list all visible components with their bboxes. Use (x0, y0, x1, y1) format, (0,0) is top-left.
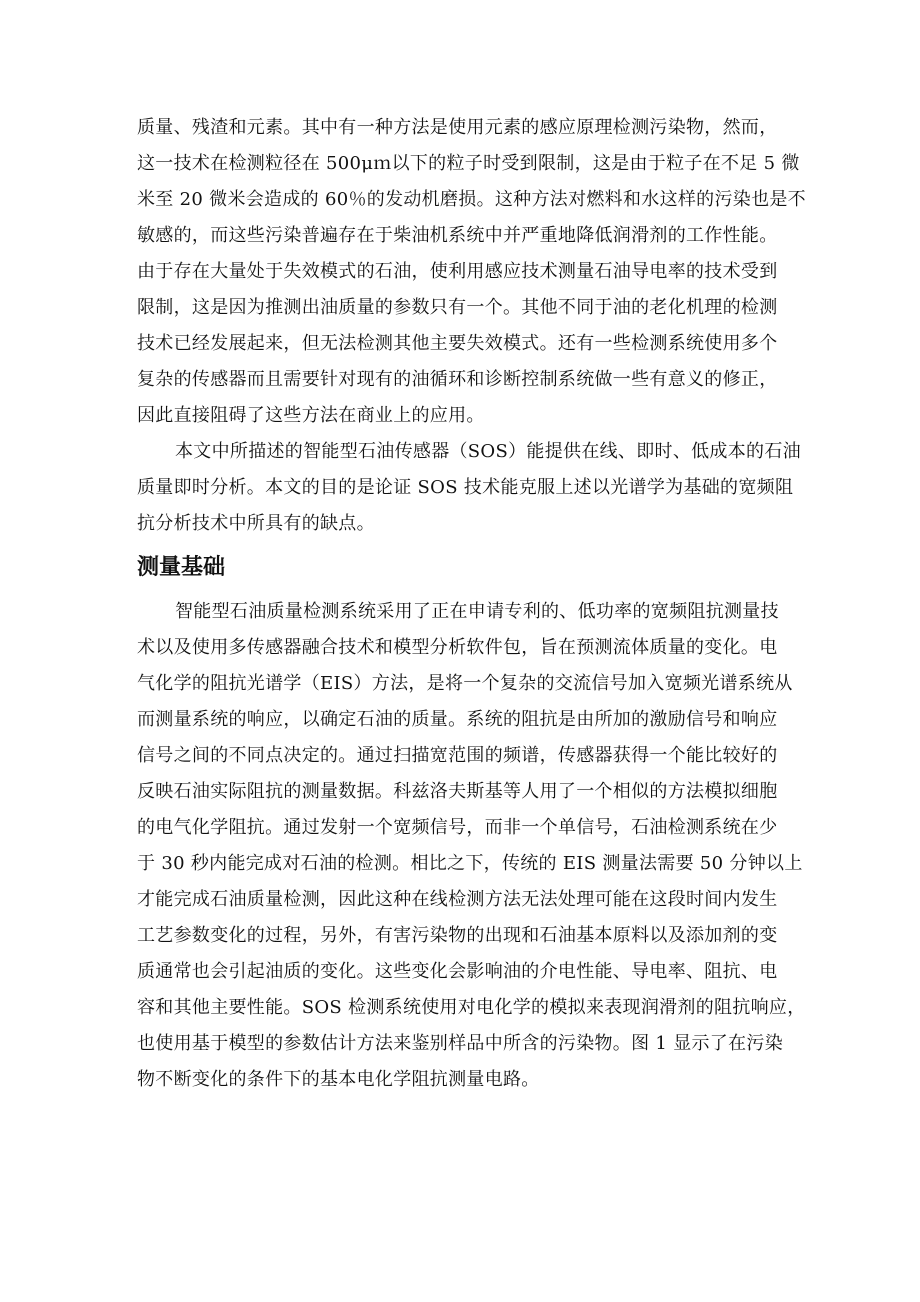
paragraph-line: 质通常也会引起油质的变化。这些变化会影响油的介电性能、导电率、阻抗、电 (137, 961, 778, 982)
paragraph-line: 技术已经发展起来，但无法检测其他主要失效模式。还有一些检测系统使用多个 (137, 333, 778, 354)
paragraph-line: 反映石油实际阻抗的测量数据。科兹洛夫斯基等人用了一个相似的方法模拟细胞 (137, 781, 778, 802)
paragraph-line: 敏感的，而这些污染普遍存在于柴油机系统中并严重地降低润滑剂的工作性能。 (137, 225, 778, 246)
paragraph-line: 气化学的阻抗光谱学（EIS）方法，是将一个复杂的交流信号加入宽频光谱系统从 (137, 673, 793, 694)
paragraph-line: 抗分析技术中所具有的缺点。 (137, 513, 375, 534)
paragraph-line: 质量、残渣和元素。其中有一种方法是使用元素的感应原理检测污染物，然而， (137, 117, 778, 138)
paragraph-line: 限制，这是因为推测出油质量的参数只有一个。其他不同于油的老化机理的检测 (137, 297, 778, 318)
paragraph-line: 因此直接阻碍了这些方法在商业上的应用。 (137, 405, 485, 426)
paragraph-line: 容和其他主要性能。SOS 检测系统使用对电化学的模拟来表现润滑剂的阻抗响应， (137, 997, 806, 1018)
paragraph-line: 工艺参数变化的过程，另外，有害污染物的出现和石油基本原料以及添加剂的变 (137, 925, 778, 946)
paragraph-line: 由于存在大量处于失效模式的石油，使利用感应技术测量石油导电率的技术受到 (137, 261, 778, 282)
section-heading: 测量基础 (137, 555, 226, 580)
paragraph-line: 本文中所描述的智能型石油传感器（SOS）能提供在线、即时、低成本的石油 (175, 441, 801, 462)
paragraph-line: 于 30 秒内能完成对石油的检测。相比之下，传统的 EIS 测量法需要 50 分钟以上 (137, 853, 803, 874)
paragraph-line: 智能型石油质量检测系统采用了正在申请专利的、低功率的宽频阻抗测量技 (175, 601, 779, 622)
paragraph-line: 物不断变化的条件下的基本电化学阻抗测量电路。 (137, 1069, 540, 1090)
paragraph-line: 复杂的传感器而且需要针对现有的油循环和诊断控制系统做一些有意义的修正， (137, 369, 778, 390)
paragraph-line: 术以及使用多传感器融合技术和模型分析软件包，旨在预测流体质量的变化。电 (137, 637, 778, 658)
paragraph-line: 这一技术在检测粒径在 500μｍ以下的粒子时受到限制，这是由于粒子在不足 5 微 (137, 153, 800, 174)
paragraph-line: 才能完成石油质量检测，因此这种在线检测方法无法处理可能在这段时间内发生 (137, 889, 778, 910)
paragraph-line: 质量即时分析。本文的目的是论证 SOS 技术能克服上述以光谱学为基础的宽频阻 (137, 477, 794, 498)
paragraph-line: 信号之间的不同点决定的。通过扫描宽范围的频谱，传感器获得一个能比较好的 (137, 745, 778, 766)
paragraph-line: 的电气化学阻抗。通过发射一个宽频信号，而非一个单信号，石油检测系统在少 (137, 817, 778, 838)
paragraph-line: 也使用基于模型的参数估计方法来鉴别样品中所含的污染物。图 1 显示了在污染 (137, 1033, 783, 1054)
paragraph-line: 米至 20 微米会造成的 60％的发动机磨损。这种方法对燃料和水这样的污染也是不 (137, 189, 806, 210)
paragraph-line: 而测量系统的响应，以确定石油的质量。系统的阻抗是由所加的激励信号和响应 (137, 709, 778, 730)
